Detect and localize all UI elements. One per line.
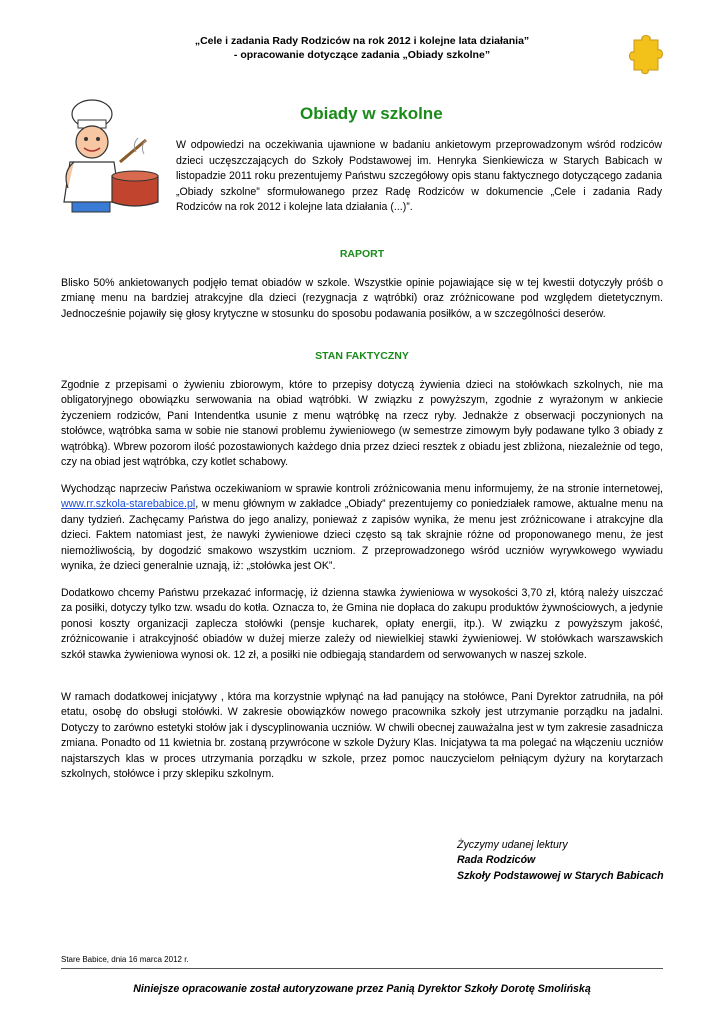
- closing-signature: [457, 838, 664, 884]
- closing-line-3: Szkoły Podstawowej w Starych Babicach: [457, 869, 664, 882]
- menu-text-before: Wychodząc naprzeciw Państwa oczekiwaniom w sprawie kontroli zróżnicowania menu informujemy, że na stronie internetowej,: [61, 483, 663, 495]
- intro-paragraph: W odpowiedzi na oczekiwania ujawnione w badaniu ankietowym przeprowadzonym wśród rodziców dzieci uczęszczających do Szkoły Podstawowej im. Henryka Sienkiewicza w Starych Babicach w listopadzie 2011 roku prezentujemy Państwu szczegółowy opis stanu faktycznego dotyczącego zadania „Obiady szkolne” sformułowanego przez Radę Rodziców w dokumencie „Cele i zadania Rady Rodziców na rok 2012 i kolejne lata działania (...)”.: [176, 139, 662, 213]
- stawka-paragraph: Dodatkowo chcemy Państwu przekazać informację, iż dzienna stawka żywieniowa w wysokości 3,70 zł, którą należy uiszczać za posiłki, dotyczy tylko tzw. wsadu do kotła. Oznacza to, że Gmina nie dopłaca do zakupu produktów żywnościowych, a jedynie ponosi koszty organizacji zaplecza stołówki (pensje kucharek, opłaty energii, itp.). W związku z powyższym jakość, zróżnicowanie i atrakcyjność obiadów w dużej mierze zależy od niewielkiej stawki żywieniowej. W stołówkach warszawskich szkół stawka żywieniowa wynosi ok. 12 zł, a posiłki nie odbiegają standardem od serwowanych w naszej szkole.: [61, 587, 663, 661]
- puzzle-piece-icon: [626, 30, 666, 76]
- website-link[interactable]: www.rr.szkola-starebabice.pl: [61, 498, 196, 511]
- document-date: Stare Babice, dnia 16 marca 2012 r.: [61, 955, 189, 964]
- header-line-1: „Cele i zadania Rady Rodziców na rok 2012 i kolejne lata działania”: [194, 35, 530, 47]
- footer-divider: [61, 968, 663, 969]
- footer-note: Niniejsze opracowanie został autoryzowane przez Panią Dyrektor Szkoły Dorotę Smolińską: [133, 983, 591, 995]
- section-heading-raport: RAPORT: [339, 248, 385, 260]
- raport-paragraph: Blisko 50% ankietowanych podjęło temat obiadów w szkole. Wszystkie opinie pojawiające się w tej kwestii dotyczyły próśb o zmianę menu na bardziej atrakcyjne dla dzieci (rezygnacja z wątróbki) oraz zróżnicowane pod względem dietetycznym. Jednocześnie pojawiły się głosy krytyczne w stosunku do sposobu podawania posiłków, a w szczególności deserów.: [61, 277, 663, 320]
- menu-text-after: , w menu głównym w zakładce „Obiady” prezentujemy co poniedziałek ramowe, aktualne menu na dany tydzień. Zachęcamy Państwa do jego analizy, ponieważ z zapisów wynika, że menu jest zróżnicowane i atrakcyjne dla dzieci. Faktem natomiast jest, że nawyki żywieniowe dzieci często są tak skrajnie różne od proponowanego menu, że jest niemożliwością, by dogodzić smakowo wszystkim uczniom. Z przeprowadzonego wśród uczniów wyrywkowego wywiadu wynika, że dzieci generalnie uznają, iż: „stołówka jest OK”.: [61, 498, 663, 573]
- section-heading-stan-faktyczny: STAN FAKTYCZNY: [315, 350, 409, 362]
- stan-paragraph: Zgodnie z przepisami o żywieniu zbiorowym, które to przepisy dotyczą żywienia dzieci na stołówkach szkolnych, nie ma obligatoryjnego obowiązku serwowania na obiad wątróbki. W związku z powyższym, zgodnie z wyrażonym w ankiecie życzeniem rodziców, Pani Intendentka usunie z menu wątróbkę na rzecz ryby. Jednakże z obserwacji poczynionych na stołówce, wątróbka sama w sobie nie stanowi problemu żywieniowego (w semestrze zimowym były podawane tylko 3 obiady z wątróbką). Wbrew pozorom ilość pozostawionych każdego dnia przez dzieci resztek z obiadu jest zbliżona, niezależnie od tego, czy na obiad jest wątróbka, czy kotlet schabowy.: [61, 379, 663, 469]
- closing-line-2: Rada Rodziców: [457, 854, 536, 867]
- page-title: Obiady w szkolne: [300, 104, 443, 123]
- closing-line-1: Życzymy udanej lektury: [457, 839, 568, 851]
- inicjatywa-paragraph: W ramach dodatkowej inicjatywy , która ma korzystnie wpłynąć na ład panujący na stołówce, Pani Dyrektor zatrudniła, na pół etatu, osobę do obsługi stołówki. W zakresie obowiązków nowego pracownika szkoły jest utrzymanie porządku na jadalni. Dotyczy to zarówno estetyki stołów jak i dyscyplinowania uczniów. W chwili obecnej zauważalna jest w tym zakresie zasadnicza zmiana. Ponadto od 11 kwietnia br. zostaną przywrócone w szkole Dyżury Klas. Inicjatywa ta ma polegać na włączeniu uczniów najstarszych klas w proces utrzymania porządku w szkole, przez pomoc nauczycielom pełniącym dyżury na korytarzach szkolnych, stołówce i przy sklepiku szkolnym.: [61, 691, 663, 781]
- chef-illustration: [50, 92, 165, 220]
- header-line-2: - opracowanie dotyczące zadania „Obiady szkolne”: [233, 49, 491, 61]
- menu-paragraph: [61, 482, 663, 574]
